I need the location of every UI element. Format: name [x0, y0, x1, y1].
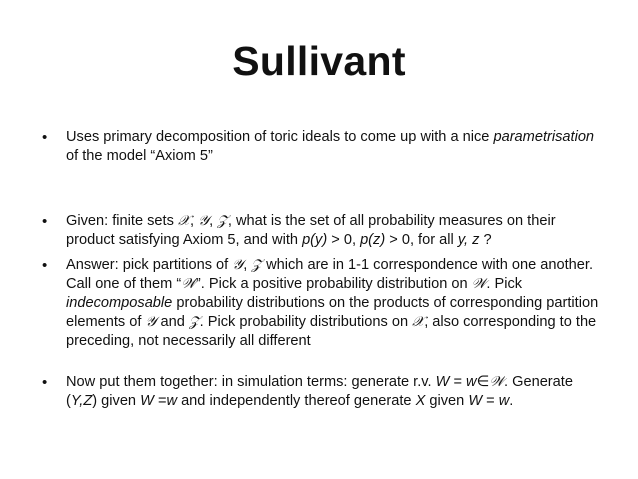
text-segment: .: [509, 393, 514, 409]
italic-text: w: [466, 374, 477, 390]
bullet-item: [42, 212, 608, 250]
bullet-item: [42, 373, 608, 411]
text-segment: > 0, for all: [385, 232, 458, 248]
text-segment: =: [153, 393, 167, 409]
text-segment: given: [425, 393, 469, 409]
text-segment: , what is the set of all probability measures on their product satisfying Axiom 5, and with: [66, 213, 556, 248]
math-symbol: 𝒵: [188, 314, 200, 330]
math-symbol: 𝒵: [217, 213, 228, 229]
italic-text: W: [435, 374, 450, 390]
text-segment: Now put them together: in simulation terms: generate r.v.: [66, 374, 436, 390]
math-symbol: 𝒵: [251, 257, 263, 273]
italic-text: indecomposable: [66, 295, 173, 311]
text-segment: ,: [209, 213, 218, 229]
text-segment: Answer: pick partitions of: [66, 257, 233, 273]
italic-text: W: [140, 393, 154, 409]
text-segment: ?: [479, 232, 492, 248]
text-segment: . Pick: [486, 276, 523, 292]
text-segment: . Generate (: [66, 374, 573, 409]
math-symbol: 𝒴: [232, 257, 244, 273]
math-symbol: 𝒴: [198, 213, 210, 229]
bullet-item: [42, 128, 608, 166]
italic-text: Y,Z: [70, 393, 93, 409]
italic-text: X: [415, 393, 426, 409]
text-segment: and: [156, 314, 189, 330]
italic-text: w: [166, 393, 178, 409]
text-segment: Given: finite sets: [66, 213, 178, 229]
italic-text: W: [468, 393, 483, 409]
text-segment: and independently thereof generate: [177, 393, 416, 409]
slide-title: Sullivant: [232, 38, 406, 84]
italic-text: p(y): [302, 232, 328, 248]
math-symbol: 𝒳: [412, 314, 425, 330]
text-segment: probability distributions on the products of corresponding partition elements of: [66, 295, 599, 330]
text-segment: > 0,: [327, 232, 361, 248]
text-segment: ”. Pick a positive probability distribution on: [195, 276, 472, 292]
text-segment: Uses primary decomposition of toric ideals to come up with a nice: [66, 129, 494, 145]
math-symbol: 𝒲: [181, 276, 196, 292]
text-segment: , also corresponding to the preceding, not necessarily all different: [66, 314, 597, 349]
text-segment: =: [482, 393, 499, 409]
text-segment: which are in 1-1 correspondence with one another. Call one of them “: [66, 257, 594, 292]
math-symbol: 𝒲: [471, 276, 487, 292]
italic-text: y, z: [457, 232, 480, 248]
italic-text: p(z): [360, 232, 386, 248]
text-segment: ) given: [92, 393, 141, 409]
text-segment: =: [449, 374, 467, 390]
math-symbol: 𝒲: [489, 374, 504, 390]
text-segment: ,: [243, 257, 252, 273]
math-symbol: 𝒴: [145, 314, 157, 330]
text-segment: ∈: [476, 374, 490, 390]
text-segment: . Pick probability distributions on: [199, 314, 413, 330]
math-symbol: 𝒳: [177, 213, 190, 229]
bullet-item: [42, 256, 608, 351]
italic-text: w: [498, 393, 510, 409]
text-segment: ,: [189, 213, 199, 229]
italic-text: parametrisation: [493, 129, 595, 145]
text-segment: of the model “Axiom 5”: [66, 148, 213, 164]
